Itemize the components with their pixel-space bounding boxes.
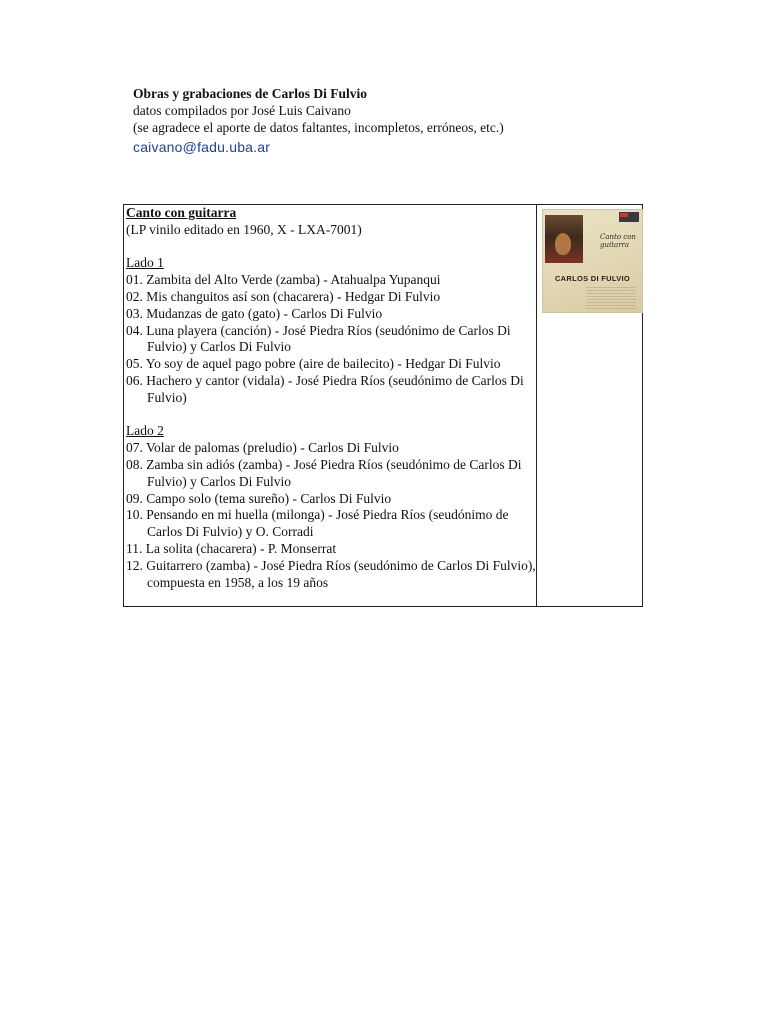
album-cover-cell — [537, 205, 642, 606]
track-item: 06. Hachero y cantor (vidala) - José Piedra Ríos (seudónimo de Carlos Di Fulvio) — [126, 372, 524, 405]
cover-artist-name: CARLOS DI FULVIO — [554, 274, 631, 283]
track-item: 05. Yo soy de aquel pago pobre (aire de bailecito) - Hedgar Di Fulvio — [126, 356, 501, 372]
document-title: Obras y grabaciones de Carlos Di Fulvio — [133, 86, 368, 101]
document-note: (se agradece el aporte de datos faltantes, incompletos, erróneos, etc.) — [133, 120, 504, 135]
album-info-cell — [124, 205, 537, 606]
track-item: 07. Volar de palomas (preludio) - Carlos Di Fulvio — [126, 440, 399, 456]
track-item: 04. Luna playera (canción) - José Piedra Ríos (seudónimo de Carlos Di Fulvio) y Carlos Di Fulvio — [126, 322, 511, 355]
label-logo-accent — [620, 213, 628, 217]
spacer — [126, 407, 536, 424]
track-item: 09. Campo solo (tema sureño) - Carlos Di Fulvio — [126, 490, 392, 506]
track-item: 12. Guitarrero (zamba) - José Piedra Ríos (seudónimo de Carlos Di Fulvio), compuesta en 1958, a los 19 años — [126, 557, 536, 590]
side-1-label: Lado 1 — [126, 255, 164, 271]
album-edition: (LP vinilo editado en 1960, X - LXA-7001) — [126, 221, 362, 237]
track-item: 03. Mudanzas de gato (gato) - Carlos Di Fulvio — [126, 305, 383, 321]
track-item: 11. La solita (chacarera) - P. Monserrat — [126, 540, 337, 556]
album-cover-image — [542, 209, 643, 313]
cover-liner-notes — [586, 287, 636, 309]
album-title: Canto con guitarra — [126, 205, 237, 220]
track-item: 01. Zambita del Alto Verde (zamba) - Atahualpa Yupanqui — [126, 272, 441, 288]
document-subtitle: datos compilados por José Luis Caivano — [133, 103, 351, 118]
spacer — [126, 239, 536, 256]
track-item: 02. Mis changuitos así son (chacarera) - Hedgar Di Fulvio — [126, 288, 441, 304]
side-2-label: Lado 2 — [126, 423, 164, 439]
album-table — [123, 204, 643, 607]
track-item: 08. Zamba sin adiós (zamba) - José Piedra Ríos (seudónimo de Carlos Di Fulvio) y Carlos Di Fulvio — [126, 456, 522, 489]
document-header — [133, 85, 504, 156]
cover-script-title: Canto con guitarra — [600, 233, 636, 249]
guitar-icon — [555, 233, 571, 255]
track-item: 10. Pensando en mi huella (milonga) - José Piedra Ríos (seudónimo de Carlos Di Fulvio) y O. Corradi — [126, 507, 509, 540]
contact-email: caivano@fadu.uba.ar — [133, 139, 271, 155]
